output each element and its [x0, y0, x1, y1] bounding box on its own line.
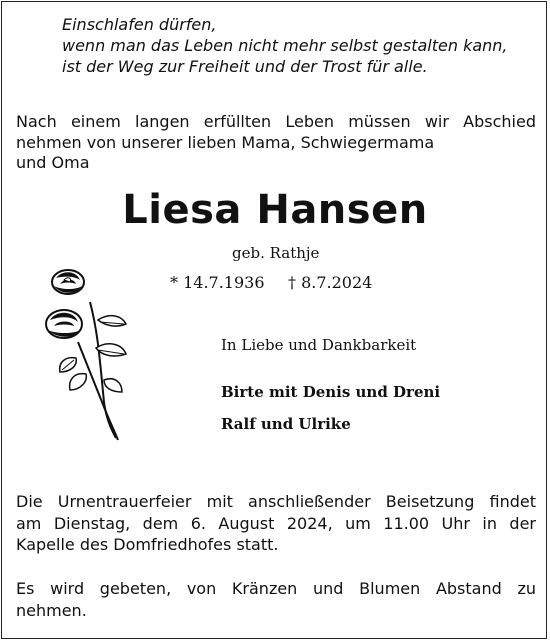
intro-line: und Oma [16, 153, 90, 172]
funeral-line: Die Urnentrauerfeier mit anschließender Beisetzung findet [16, 492, 536, 511]
poem-line: ist der Weg zur Freiheit und der Trost für alle. [62, 57, 428, 76]
poem-line: Einschlafen dürfen, [62, 15, 217, 34]
funeral-line: Kapelle des Domfriedhofes statt. [16, 535, 279, 554]
poem [62, 14, 508, 77]
flowers-notice [16, 578, 536, 621]
maiden-name: geb. Rathje [232, 244, 320, 262]
rose-icon [38, 262, 138, 442]
mourners-intro: In Liebe und Dankbarkeit [221, 336, 417, 354]
funeral-notice [16, 491, 536, 556]
birth-date: * 14.7.1936 [170, 273, 265, 292]
death-date: † 8.7.2024 [288, 273, 373, 292]
mourner-family: Birte mit Denis und Dreni [221, 383, 441, 401]
intro-line: Nach einem langen erfüllten Leben müssen wir Abschied [16, 112, 536, 131]
deceased-name: Liesa Hansen [122, 187, 428, 233]
intro-text [16, 112, 536, 174]
flowers-line: nehmen. [16, 600, 87, 620]
mourner-family: Ralf und Ulrike [221, 415, 351, 433]
funeral-line: am Dienstag, dem 6. August 2024, um 11.00 Uhr in der [16, 513, 536, 533]
flowers-line: Es wird gebeten, von Kränzen und Blumen Abstand zu [16, 579, 536, 598]
intro-line: nehmen von unserer lieben Mama, Schwiegermama [16, 132, 435, 152]
poem-line: wenn man das Leben nicht mehr selbst gestalten kann, [62, 36, 508, 55]
